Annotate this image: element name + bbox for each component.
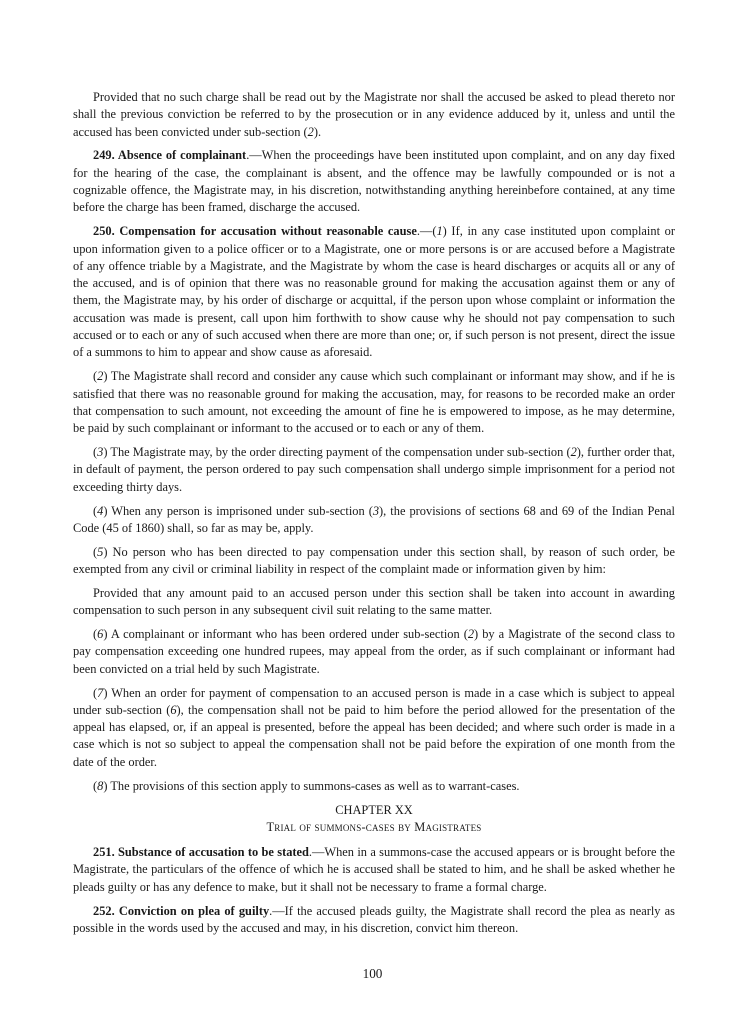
paragraph-text: ( (93, 369, 98, 384)
paragraph-text: ( (93, 544, 98, 559)
paragraph-text: .—When in a summons-case the accused appears or is brought before the Magistrate, the particulars of the offence of which he is accused shall be stated to him, and he shall be asked whether he pleads guilty or has any defence to make, but it shall not be necessary to frame a formal charge. (73, 845, 675, 894)
section-paragraph (73, 626, 675, 678)
paragraph-text: ) A complainant or informant who has been ordered under sub-section ( (103, 627, 468, 642)
paragraph-text: ) When an order for payment of compensation to an accused person is made in a case which is subject to appeal under sub-section ( (73, 685, 675, 717)
paragraph-text: ), the compensation shall not be paid to him before the period allowed for the presentation of the appeal has elapsed, or, if an appeal is presented, before the appeal has been decided; and where such order is made in a case which is not so subject to appeal the compensation shall not be paid before the expiration of one month from the date of the order. (73, 702, 675, 769)
section-heading: 252. Conviction on plea of guilty (93, 903, 270, 918)
paragraph-text: ), the provisions of sections 68 and 69 of the Indian Penal Code (45 of 1860) shall, so far as may be, apply. (73, 503, 675, 535)
subsection-ref: 3 (372, 503, 380, 518)
paragraph-text: ) No person who has been directed to pay compensation under this section shall, by reason of such order, be exempted from any civil or criminal liability in respect of the complaint made or information given by him: (73, 544, 675, 576)
paragraph-list (73, 89, 675, 795)
subsection-ref: 4 (97, 503, 104, 518)
paragraph-text: ). (313, 124, 322, 139)
paragraph-text: ) When any person is imprisoned under sub-section ( (103, 503, 373, 518)
subsection-ref: 6 (170, 702, 177, 717)
paragraph-text: ) by a Magistrate of the second class to pay compensation exceeding one hundred rupees, may appeal from the order, as if such complainant or informant had been convicted on a trial held by such Magistrate. (73, 627, 675, 676)
paragraph-text: ( (93, 778, 98, 793)
chapter-heading (73, 802, 675, 837)
section-paragraph (73, 685, 675, 771)
paragraph-text: .—If the accused pleads guilty, the Magistrate shall record the plea as nearly as possible in the words used by the accused and may, in his discretion, convict him thereon. (73, 903, 676, 935)
section-heading: 249. Absence of complainant (93, 148, 247, 163)
subsection-ref: 5 (97, 544, 104, 559)
paragraph-text: ) The provisions of this section apply to summons-cases as well as to warrant-cases. (103, 778, 520, 793)
section-paragraph (73, 844, 675, 896)
section-paragraph (73, 585, 675, 620)
paragraph-text: ( (93, 627, 98, 642)
section-paragraph (73, 778, 675, 795)
paragraph-text: ) If, in any case instituted upon complaint or upon information given to a police officer or to a Magistrate, one or more persons is or are accused before a Magistrate of any offence triable by a Magistrate, and the Magistrate by whom the case is heard discharges or acquits all or any of the accused, and is of opinion that there was no reasonable ground for making the accusation against them or any of them, the Magistrate may, by his order of discharge or acquittal, if the person upon whose complaint or information the accusation was made is present, call upon him forthwith to show cause why he should not pay compensation to such accused or to each or any of such accused when there are more than one; or, if such person is not present, direct the issue of a summons to him to appear and show cause as aforesaid. (73, 224, 675, 360)
document-page (73, 89, 675, 944)
page-number: 100 (362, 966, 383, 981)
subsection-ref: 2 (307, 124, 314, 139)
section-paragraph (73, 444, 675, 496)
section-heading: 251. Substance of accusation to be stated (93, 845, 309, 860)
paragraph-text: ( (93, 503, 98, 518)
subsection-ref: 2 (467, 627, 475, 642)
section-paragraph (73, 903, 675, 938)
paragraph-text: .—( (416, 224, 437, 239)
section-paragraph (73, 544, 675, 579)
paragraph-text: ) The Magistrate may, by the order directing payment of the compensation under sub-section ( (103, 445, 571, 460)
subsection-ref: 2 (97, 369, 104, 384)
paragraph-list (73, 844, 675, 937)
subsection-ref: 1 (436, 224, 443, 239)
paragraph-text: Provided that any amount paid to an accused person under this section shall be taken into account in awarding compensation to such person in any subsequent civil suit relating to the same matter. (73, 585, 675, 618)
section-paragraph (73, 223, 675, 361)
subsection-ref: 7 (97, 685, 104, 700)
section-paragraph (73, 147, 675, 216)
subsection-ref: 2 (570, 445, 577, 460)
subsection-ref: 6 (97, 627, 104, 642)
chapter-number: CHAPTER XX (335, 802, 413, 817)
paragraph-text: Provided that no such charge shall be read out by the Magistrate nor shall the accused be asked to plead thereto nor shall the previous conviction be referred to by the prosecution or in any evidence adduced by it, unless and until the accused has been convicted under sub-section ( (73, 90, 675, 139)
subsection-ref: 8 (97, 778, 104, 793)
section-paragraph (73, 89, 675, 141)
paragraph-text: .—When the proceedings have been instituted upon complaint, and on any day fixed for the hearing of the case, the complainant is absent, and the offence may be lawfully compounded or is not a cognizable offence, the Magistrate may, in his discretion, notwithstanding anything hereinbefore contained, at any time before the charge has been framed, discharge the accused. (73, 148, 675, 215)
chapter-title: Trial of summons-cases by Magistrates (266, 819, 482, 834)
section-paragraph (73, 503, 675, 538)
paragraph-text: ( (93, 445, 98, 460)
paragraph-text: ) The Magistrate shall record and consider any cause which such complainant or informant may show, and if he is satisfied that there was no reasonable ground for making the accusation, may, for reasons to be recorded make an order that compensation to such amount, not exceeding the amount of fine he is empowered to impose, as he may determine, be paid by such complainant or informant to the accused or to each or any of them. (73, 369, 675, 436)
section-paragraph (73, 368, 675, 437)
paragraph-text: ), further order that, in default of payment, the person ordered to pay such compensation shall undergo simple imprisonment for a period not exceeding thirty days. (73, 445, 675, 494)
section-heading: 250. Compensation for accusation without reasonable cause (93, 224, 417, 239)
subsection-ref: 3 (97, 445, 104, 460)
paragraph-text: ( (93, 685, 98, 700)
